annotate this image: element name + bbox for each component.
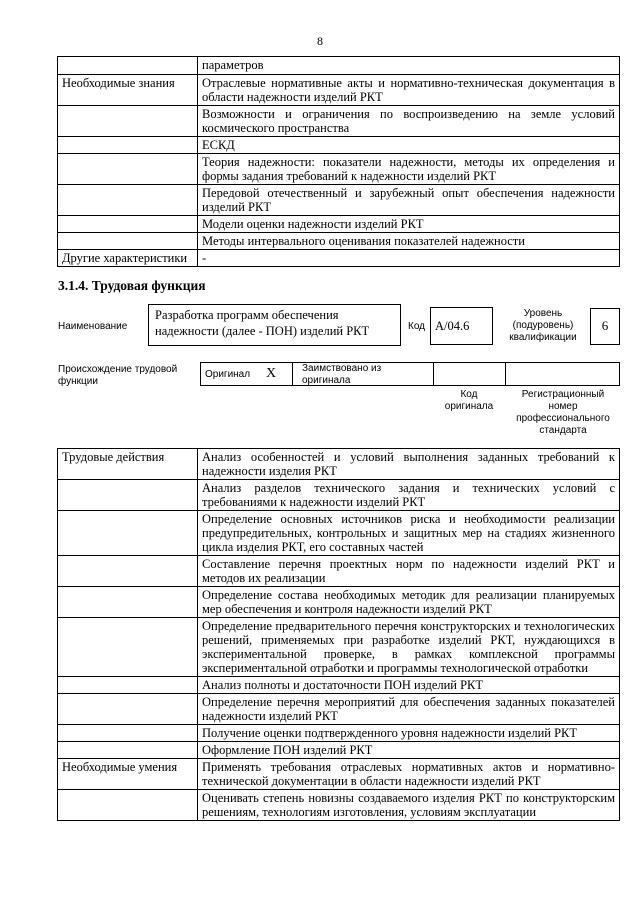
row-label (58, 185, 198, 216)
row-label: Необходимые знания (58, 75, 198, 106)
actions-table (57, 448, 620, 821)
table-row (58, 790, 620, 821)
table-row (58, 480, 620, 511)
row-label (58, 511, 198, 556)
row-text: Определение предварительного перечня конструкторских и технологических решений, применяемых при разработке изделий РКТ, нуждающихся в экспериментальной проверке, в рамках комплексной программы экспериментальной отработки и программы технологической отработки (198, 618, 620, 677)
row-label: Другие характеристики (58, 250, 198, 267)
code-caption: Код оригинала (444, 389, 494, 412)
row-text: Передовой отечественный и зарубежный опыт обеспечения надежности изделий РКТ (198, 185, 620, 216)
row-label (58, 216, 198, 233)
row-text: Определение перечня мероприятий для обеспечения заданных показателей надежности изделий РКТ (198, 694, 620, 725)
level-value: 6 (601, 318, 609, 333)
row-label (58, 106, 198, 137)
row-text: Отраслевые нормативные акты и нормативно-техническая документация в области надежности изделий РКТ (198, 75, 620, 106)
reg-caption: Регистрационный номер профессионального стандарта (516, 389, 610, 436)
row-label (58, 154, 198, 185)
row-label (58, 233, 198, 250)
row-label (58, 137, 198, 154)
row-text: Методы интервального оценивания показателей надежности (198, 233, 620, 250)
row-text: Анализ полноты и достаточности ПОН изделий РКТ (198, 677, 620, 694)
row-text: параметров (198, 57, 620, 75)
origin-divider (505, 362, 506, 386)
row-label (58, 480, 198, 511)
origin-divider (433, 362, 434, 386)
origin-divider (292, 362, 293, 386)
table-row (58, 185, 620, 216)
table-row (58, 106, 620, 137)
code-label: Код (408, 321, 426, 332)
table-row (58, 587, 620, 618)
row-text: Составление перечня проектных норм по надежности изделий РКТ и методов их реализации (198, 556, 620, 587)
row-text: Оформление ПОН изделий РКТ (198, 742, 620, 759)
table-row (58, 618, 620, 677)
table-row (58, 725, 620, 742)
row-text: Применять требования отраслевых нормативных актов и нормативно-технической документации в области надежности изделий РКТ (198, 759, 620, 790)
row-text: Теория надежности: показатели надежности, методы их определения и формы задания требований к надежности изделий РКТ (198, 154, 620, 185)
page-number: 8 (317, 34, 323, 48)
table-row (58, 677, 620, 694)
original-label: Оригинал (205, 369, 251, 380)
origin-label: Происхождение трудовой функции (58, 364, 178, 387)
function-name: Разработка программ обеспечения надежности (далее - ПОН) изделий РКТ (155, 308, 370, 338)
row-label (58, 742, 198, 759)
table-row (58, 449, 620, 480)
row-label (58, 694, 198, 725)
table-row (58, 759, 620, 790)
row-text: Оценивать степень новизны создаваемого изделия РКТ по конструкторским решениям, технологиям изготовления, условиям эксплуатации (198, 790, 620, 821)
row-label (58, 57, 198, 75)
row-label (58, 587, 198, 618)
row-text: Модели оценки надежности изделий РКТ (198, 216, 620, 233)
table-row (58, 511, 620, 556)
row-text: Определение состава необходимых методик для реализации планируемых мер обеспечения и контроля надежности изделий РКТ (198, 587, 620, 618)
original-mark: X (266, 366, 277, 381)
table-row (58, 233, 620, 250)
level-label: Уровень (подуровень) квалификации (509, 308, 577, 343)
name-label: Наименование (58, 321, 128, 332)
table-row (58, 57, 620, 75)
row-label (58, 618, 198, 677)
knowledge-table (57, 56, 620, 267)
table-row (58, 556, 620, 587)
table-row (58, 75, 620, 106)
row-text: Возможности и ограничения по воспроизведению на земле условий космического пространства (198, 106, 620, 137)
row-text: Определение основных источников риска и необходимости реализации предупредительных, контрольных и защитных мер на стадиях жизненного цикла изделия РКТ, его составных частей (198, 511, 620, 556)
table-row (58, 250, 620, 267)
row-label (58, 556, 198, 587)
row-text: Анализ разделов технического задания и технических условий с требованиями к надежности изделий РКТ (198, 480, 620, 511)
row-label (58, 677, 198, 694)
row-label: Трудовые действия (58, 449, 198, 480)
table-row (58, 742, 620, 759)
row-text: - (198, 250, 620, 267)
row-label: Необходимые умения (58, 759, 198, 790)
table-row (58, 694, 620, 725)
row-label (58, 725, 198, 742)
borrowed-label: Заимствовано из оригинала (302, 363, 382, 386)
code-value: A/04.6 (435, 319, 470, 333)
section-title: 3.1.4. Трудовая функция (58, 278, 206, 293)
row-text: Получение оценки подтвержденного уровня надежности изделий РКТ (198, 725, 620, 742)
row-text: ЕСКД (198, 137, 620, 154)
table-row (58, 137, 620, 154)
table-row (58, 216, 620, 233)
row-label (58, 790, 198, 821)
table-row (58, 154, 620, 185)
row-text: Анализ особенностей и условий выполнения заданных требований к надежности изделия РКТ (198, 449, 620, 480)
